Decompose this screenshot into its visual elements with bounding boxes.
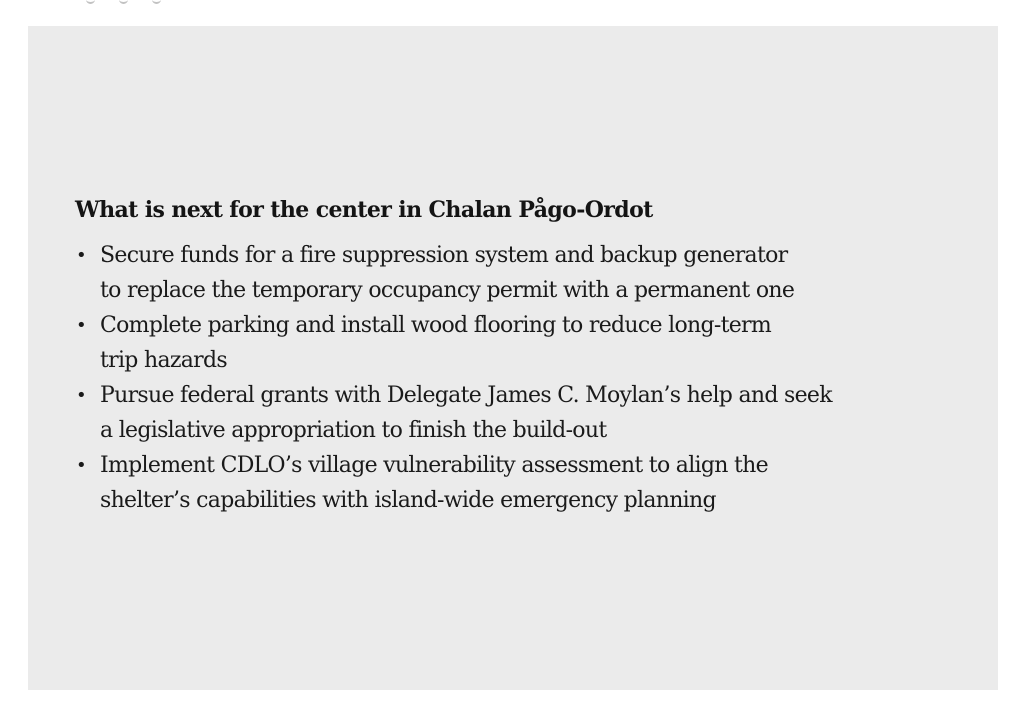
list-item-line: to replace the temporary occupancy permit with a permanent one: [100, 278, 795, 303]
list-item-line: shelter’s capabilities with island-wide emergency planning: [100, 488, 716, 513]
cropped-text-fragment: [86, 0, 206, 5]
bullet-icon: •: [76, 245, 86, 266]
list-item: [75, 238, 965, 308]
next-steps-list: [75, 238, 965, 518]
cropped-glyph: [119, 0, 128, 4]
list-item-line: Pursue federal grants with Delegate James C. Moylan’s help and seek: [100, 383, 832, 408]
list-item-line: trip hazards: [100, 348, 227, 373]
bullet-icon: •: [76, 385, 86, 406]
cropped-glyph: [152, 0, 161, 4]
cropped-glyph: [86, 0, 95, 4]
list-item-line: Complete parking and install wood flooring to reduce long-term: [100, 313, 772, 338]
list-item-line: Implement CDLO’s village vulnerability assessment to align the: [100, 453, 768, 478]
callout-box: [28, 26, 998, 690]
bullet-icon: •: [76, 315, 86, 336]
list-item-line: Secure funds for a fire suppression system and backup generator: [100, 243, 788, 268]
list-item: [75, 308, 965, 378]
bullet-icon: •: [76, 455, 86, 476]
list-item: [75, 448, 965, 518]
callout-heading: What is next for the center in Chalan Pågo-Ordot: [75, 197, 653, 223]
list-item-line: a legislative appropriation to finish the build-out: [100, 418, 607, 443]
list-item: [75, 378, 965, 448]
